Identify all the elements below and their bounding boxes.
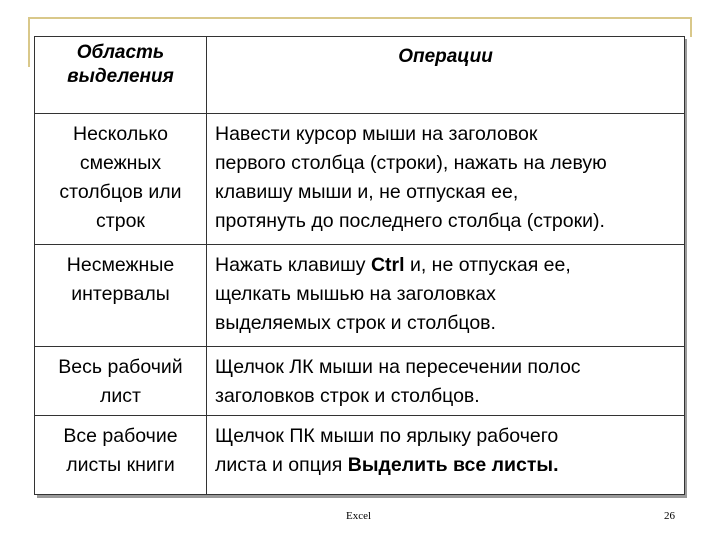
header-line: Область <box>76 42 165 63</box>
operation-text: и, не отпуская ее, <box>404 254 571 276</box>
operation-line: Навести курсор мыши на заголовок <box>215 123 538 145</box>
header-operations <box>207 37 685 114</box>
area-line: столбцов или <box>59 181 182 203</box>
table-row <box>35 416 685 495</box>
decorative-frame-right <box>690 17 692 37</box>
area-line: Несколько <box>73 123 168 145</box>
area-line: Все рабочие <box>63 425 178 447</box>
header-line: выделения <box>67 66 174 87</box>
table-row <box>35 347 685 416</box>
operation-line: протянуть до последнего столбца (строки). <box>215 210 605 232</box>
header-selection-area <box>35 37 207 114</box>
select-all-sheets-text: Выделить все листы. <box>347 454 559 476</box>
decorative-frame-top <box>28 17 692 19</box>
selection-table-container <box>34 36 684 495</box>
area-line: Несмежные <box>66 254 175 276</box>
area-line: лист <box>100 385 141 407</box>
area-cell <box>35 347 207 416</box>
operation-line: Щелчок ПК мыши по ярлыку рабочего <box>215 425 559 447</box>
table-row <box>35 114 685 245</box>
page-number: 26 <box>664 510 675 522</box>
operation-line <box>215 251 684 280</box>
area-line: интервалы <box>71 283 170 305</box>
area-line: листы книги <box>66 454 175 476</box>
operation-line: первого столбца (строки), нажать на левую <box>215 152 607 174</box>
area-line: смежных <box>79 152 162 174</box>
area-line: строк <box>96 210 145 232</box>
operation-cell <box>207 245 685 347</box>
operation-cell <box>207 114 685 245</box>
header-line: Операции <box>398 46 493 67</box>
operation-line <box>215 451 684 480</box>
operation-cell <box>207 416 685 495</box>
operation-line: щелкать мышью на заголовках <box>215 283 496 305</box>
operation-line: заголовков строк и столбцов. <box>215 385 480 407</box>
decorative-frame-left <box>28 17 30 67</box>
ctrl-key-text: Ctrl <box>370 254 405 276</box>
operation-text: листа и опция <box>215 454 348 476</box>
area-cell <box>35 114 207 245</box>
area-cell <box>35 416 207 495</box>
area-cell <box>35 245 207 347</box>
selection-table <box>34 36 685 495</box>
footer-title: Excel <box>346 510 372 522</box>
operation-line: Щелчок ЛК мыши на пересечении полос <box>215 356 581 378</box>
table-row <box>35 245 685 347</box>
operation-line: выделяемых строк и столбцов. <box>215 312 496 334</box>
table-header-row <box>35 37 685 114</box>
operation-cell <box>207 347 685 416</box>
operation-text: Нажать клавишу <box>215 254 371 276</box>
operation-line: клавишу мыши и, не отпуская ее, <box>215 181 519 203</box>
area-line: Весь рабочий <box>58 356 183 378</box>
